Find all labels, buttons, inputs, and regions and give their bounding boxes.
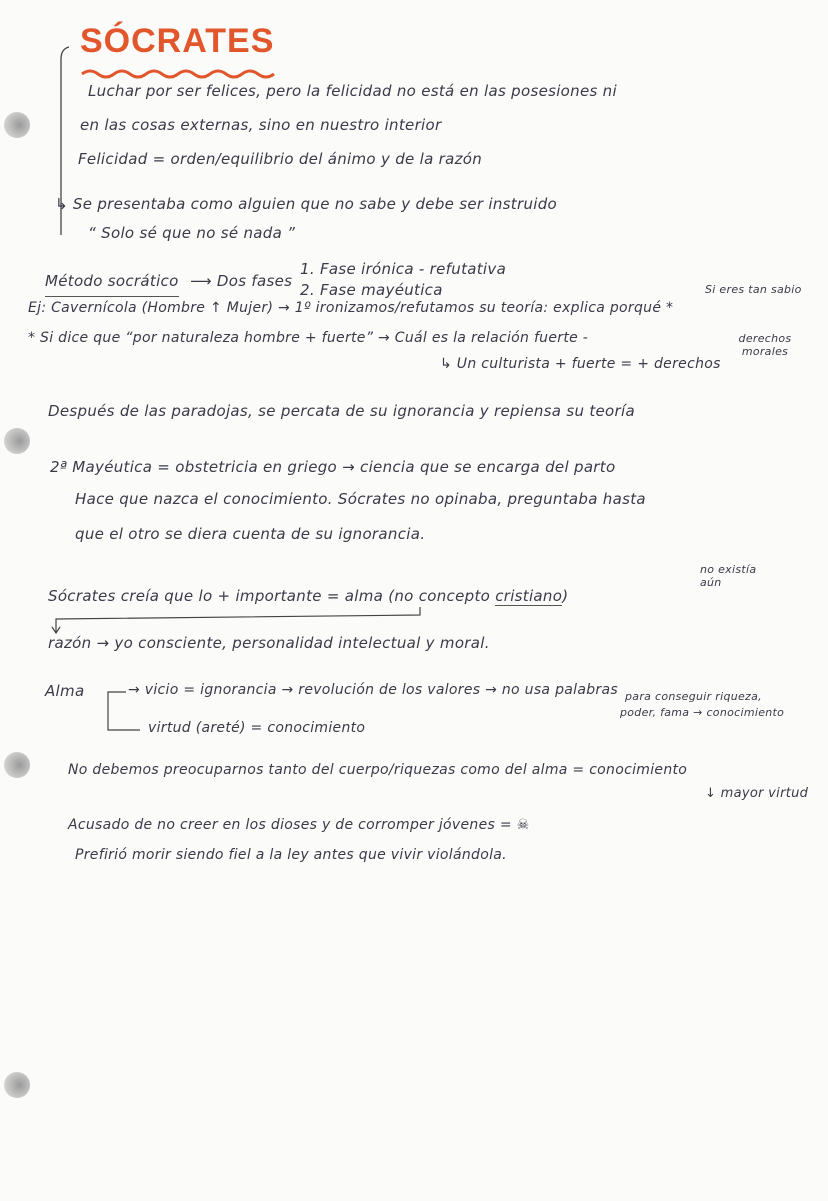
side-note: poder, fama → conocimiento [620, 706, 785, 719]
note-line: Hace que nazca el conocimiento. Sócrates no opinaba, preguntaba hasta [75, 490, 646, 508]
note-line: virtud (areté) = conocimiento [148, 720, 366, 736]
note-line: Prefirió morir siendo fiel a la ley antes que vivir violándola. [75, 847, 507, 863]
note-line: * Si dice que “por naturaleza hombre + fuerte” → Cuál es la relación fuerte - [28, 330, 589, 346]
punch-hole [4, 112, 30, 138]
note-line: ⟶ Dos fases [190, 272, 293, 290]
arrow-connector [50, 605, 430, 635]
note-line: → vicio = ignorancia → revolución de los valores → no usa palabras [128, 682, 618, 698]
note-line: Ej: Cavernícola (Hombre ↑ Mujer) → 1º ironizamos/refutamos su teoría: explica porqué * [28, 300, 674, 316]
note-line: en las cosas externas, sino en nuestro interior [80, 116, 442, 134]
creia-text: Sócrates creía que lo + importante = alma (no concepto [48, 587, 491, 605]
side-note: para conseguir riqueza, [625, 690, 762, 703]
side-note: Si eres tan sabio [705, 283, 802, 296]
note-line: que el otro se diera cuenta de su ignorancia. [75, 525, 426, 543]
note-line: ↳ Un culturista + fuerte = + derechos [440, 356, 721, 372]
note-line: ↳ Se presentaba como alguien que no sabe y debe ser instruido [55, 195, 558, 213]
punch-hole [4, 752, 30, 778]
note-line [48, 587, 568, 605]
note-line: Felicidad = orden/equilibrio del ánimo y de la razón [78, 150, 483, 168]
punch-hole [4, 1072, 30, 1098]
cristiano-word: cristiano [495, 587, 563, 605]
note-line: Luchar por ser felices, pero la felicidad no está en las posesiones ni [88, 82, 617, 100]
side-note: derechos morales [738, 332, 792, 358]
note-line: Después de las paradojas, se percata de su ignorancia y repiensa su teoría [48, 402, 635, 420]
note-line: razón → yo consciente, personalidad intelectual y moral. [48, 634, 490, 652]
side-note: no existía aún [700, 563, 757, 589]
side-note: ↓ mayor virtud [705, 786, 809, 801]
title-wavy-underline [80, 66, 290, 80]
paren: ) [562, 587, 569, 605]
quote: “ Solo sé que no sé nada ” [88, 224, 296, 242]
note-line: Acusado de no creer en los dioses y de corromper jóvenes = ☠ [68, 817, 530, 833]
fase-1: 1. Fase irónica - refutativa [300, 260, 507, 278]
alma-label: Alma [45, 682, 85, 700]
note-line: 2ª Mayéutica = obstetricia en griego → ciencia que se encarga del parto [50, 458, 616, 476]
fase-2: 2. Fase mayéutica [300, 281, 443, 299]
page-title: SÓCRATES [80, 22, 275, 60]
metodo-heading: Método socrático [45, 272, 179, 297]
note-line: No debemos preocuparnos tanto del cuerpo/riquezas como del alma = conocimiento [68, 762, 688, 778]
bracket-line [55, 45, 75, 245]
punch-hole [4, 428, 30, 454]
